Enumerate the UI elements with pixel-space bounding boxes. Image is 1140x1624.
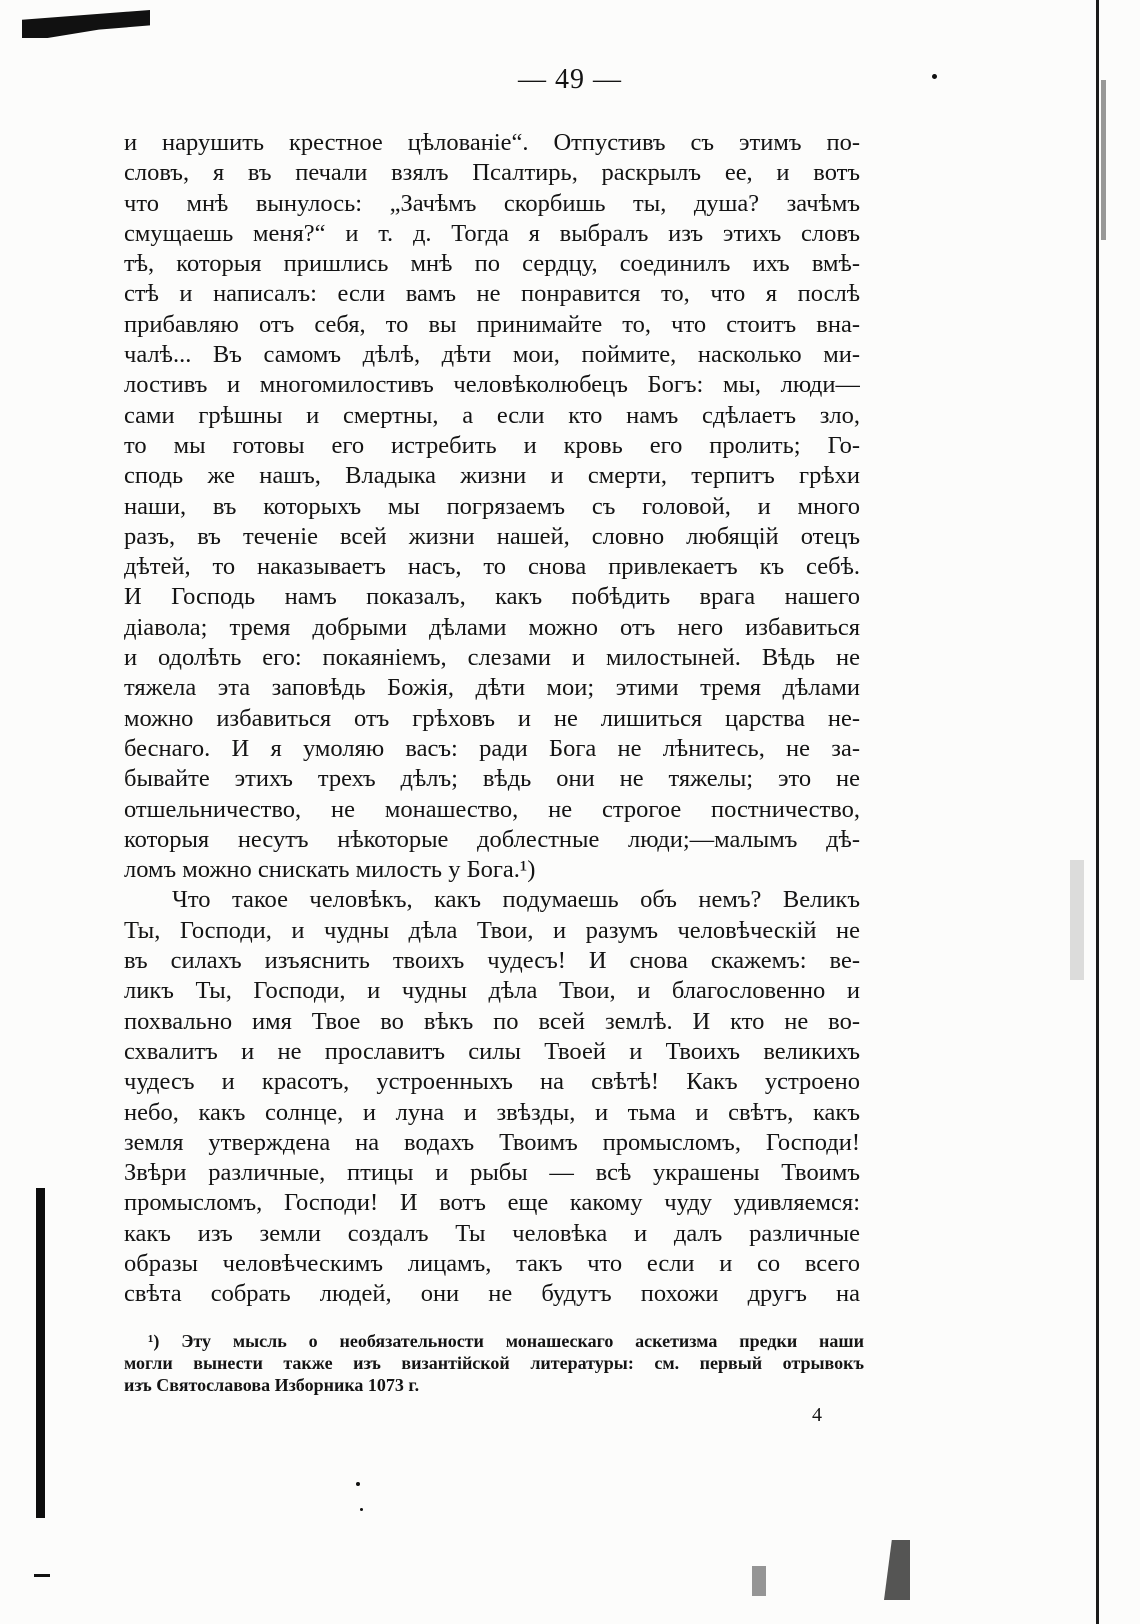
scan-artifact-top-left [22, 10, 150, 38]
text-line: чудесъ и красотъ, устроенныхъ на свѣтѣ! Какъ устроено [124, 1068, 860, 1096]
text-line: въ силахъ изъяснить твоихъ чудесъ! И снова скажемъ: ве- [124, 947, 860, 975]
scan-artifact-dot [360, 1508, 363, 1511]
text-line: какъ изъ земли создалъ Ты человѣка и далъ различные [124, 1219, 860, 1247]
text-line: бывайте этихъ трехъ дѣлъ; вѣдь они не тяжелы; это не [124, 765, 860, 793]
text-line-paragraph-end: ломъ можно снискать милость у Бога.¹) [124, 856, 536, 884]
text-line: Ты, Господи, и чудны дѣла Твои, и разумъ человѣческій не [124, 916, 860, 944]
text-line: и одолѣть его: покаяніемъ, слезами и милостыней. Вѣдь не [124, 644, 860, 672]
text-line: что мнѣ вынулось: „Зачѣмъ скорбишь ты, душа? зачѣмъ [124, 189, 860, 217]
text-line: схвалитъ и не прославитъ силы Твоей и Твоихъ великихъ [124, 1037, 860, 1065]
text-line: свѣта собрать людей, они не будутъ похожи другъ на [124, 1280, 860, 1308]
footnote-line: ¹) Эту мысль о необязательности монашескаго аскетизма предки наши [148, 1331, 864, 1351]
text-line: беснаго. И я умоляю васъ: ради Бога не лѣнитесь, не за- [124, 734, 860, 762]
scan-artifact-smudge [884, 1540, 910, 1600]
text-line: И Господь намъ показалъ, какъ побѣдить врага нашего [124, 583, 860, 611]
main-text [124, 128, 860, 1310]
text-line: и нарушить крестное цѣлованіе“. Отпустивъ съ этимъ по- [124, 129, 860, 156]
text-line: то мы готовы его истребить и кровь его пролить; Го- [124, 431, 860, 459]
footnotes [124, 1330, 864, 1396]
text-line: наши, въ которыхъ мы погрязаемъ съ головой, и много [124, 492, 860, 520]
text-line: прибавляю отъ себя, то вы принимайте то, что стоитъ вна- [124, 310, 860, 338]
text-line: небо, какъ солнце, и луна и звѣзды, и тьма и свѣтъ, какъ [124, 1098, 860, 1126]
text-line: которыя несутъ нѣкоторые доблестные люди;—малымъ дѣ- [124, 825, 860, 853]
text-line-paragraph-start: Что такое человѣкъ, какъ подумаешь объ немъ? Великъ [172, 886, 860, 914]
scan-artifact-left-bar [36, 1188, 45, 1518]
text-line: сами грѣшны и смертны, а если кто намъ сдѣлаетъ зло, [124, 401, 860, 429]
text-line: Звѣри различные, птицы и рыбы — всѣ украшены Твоимъ [124, 1159, 860, 1187]
text-line: образы человѣческимъ лицамъ, такъ что если и со всего [124, 1249, 860, 1277]
text-line: словъ, я въ печали взялъ Псалтирь, раскрылъ ее, и вотъ [124, 159, 860, 187]
text-line: лостивъ и многомилостивъ человѣколюбецъ Богъ: мы, люди— [124, 371, 860, 399]
text-line: ликъ Ты, Господи, и чудны дѣла Твои, и благословенно и [124, 977, 860, 1005]
text-line: чалѣ... Въ самомъ дѣлѣ, дѣти мои, поймите, насколько ми- [124, 341, 860, 369]
text-line: похвально имя Твое во вѣкъ по всей землѣ. И кто не во- [124, 1007, 860, 1035]
text-line: смущаешь меня?“ и т. д. Тогда я выбралъ изъ этихъ словъ [124, 219, 860, 247]
footnote-line: могли вынести также изъ византійской литературы: см. первый отрывокъ [124, 1353, 864, 1373]
text-line: сподь же нашъ, Владыка жизни и смерти, терпитъ грѣхи [124, 462, 860, 490]
text-line: земля утверждена на водахъ Твоимъ промысломъ, Господи! [124, 1128, 860, 1156]
scan-artifact-dot [356, 1482, 360, 1486]
footnote-line: изъ Святославова Изборника 1073 г. [124, 1375, 420, 1395]
text-line: отшельничество, не монашество, не строгое постничество, [124, 795, 860, 823]
text-line: тѣ, которыя пришлись мнѣ по сердцу, соединилъ ихъ вмѣ- [124, 250, 860, 278]
scan-artifact-right-edge-shadow [1101, 80, 1106, 240]
page-number: — 49 — [518, 64, 622, 95]
text-line: разъ, въ теченіе всей жизни нашей, словно любящій отецъ [124, 522, 860, 550]
scan-artifact-fade [1070, 860, 1084, 980]
scan-artifact-right-edge [1096, 0, 1099, 1624]
text-line: діавола; тремя добрыми дѣлами можно отъ него избавиться [124, 613, 860, 641]
text-line: стѣ и написалъ: если вамъ не понравится то, что я послѣ [124, 280, 860, 308]
text-line: тяжела эта заповѣдь Божія, дѣти мои; этими тремя дѣлами [124, 674, 860, 702]
text-line: дѣтей, то наказываетъ насъ, то снова привлекаетъ къ себѣ. [124, 553, 860, 581]
text-line: можно избавиться отъ грѣховъ и не лишиться царства не- [124, 704, 860, 732]
scan-artifact-left-mark [34, 1574, 50, 1577]
scan-artifact-smudge [752, 1566, 766, 1596]
text-line: промысломъ, Господи! И вотъ еще какому чуду удивляемся: [124, 1189, 860, 1217]
printer-signature-mark: 4 [812, 1404, 822, 1426]
